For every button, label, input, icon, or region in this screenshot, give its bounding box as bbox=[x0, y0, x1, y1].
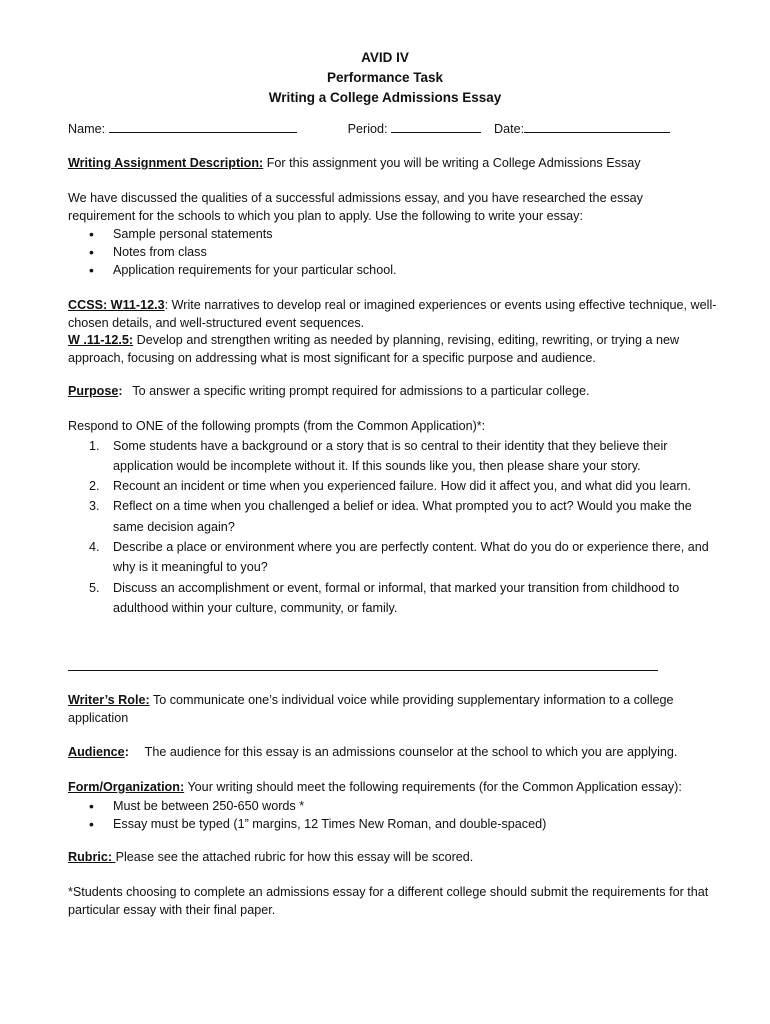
standards-section bbox=[68, 297, 718, 367]
course-title: AVID IV bbox=[361, 50, 409, 65]
rubric-text: Please see the attached rubric for how this essay will be scored. bbox=[115, 850, 474, 864]
audience-text: The audience for this essay is an admissions counselor at the school to which you are applying. bbox=[144, 745, 678, 759]
prompt-item bbox=[68, 537, 718, 578]
w-label: W .11-12.5: bbox=[68, 333, 134, 347]
form-list bbox=[68, 797, 718, 833]
w-standard bbox=[68, 332, 718, 367]
intro-section bbox=[68, 190, 708, 279]
prompts-section bbox=[68, 418, 718, 618]
list-item: • Application requirements for your particular school. bbox=[68, 261, 708, 279]
prompt-text: Reflect on a time when you challenged a belief or idea. What prompted you to act? Would you make the same decision again? bbox=[113, 499, 692, 534]
ccss-standard bbox=[68, 297, 718, 332]
form-label: Form/Organization: bbox=[68, 780, 185, 794]
date-label: Date: bbox=[494, 122, 525, 136]
prompts-list bbox=[68, 436, 718, 619]
footnote-text: *Students choosing to complete an admissions essay for a different college should submit the requirements for that particular essay with their final paper. bbox=[68, 885, 709, 917]
list-item: • Sample personal statements bbox=[68, 225, 708, 243]
prompt-number: 1. bbox=[89, 438, 100, 453]
name-label: Name: bbox=[68, 122, 106, 136]
name-field[interactable] bbox=[109, 120, 297, 133]
ccss-text: : Write narratives to develop real or imagined experiences or events using effective technique, well-chosen details, and well-structured event sequences. bbox=[68, 298, 717, 330]
rubric-label: Rubric: bbox=[68, 850, 116, 864]
audience-label: Audience bbox=[68, 745, 125, 759]
task-type: Performance Task bbox=[326, 70, 444, 85]
prompt-item bbox=[68, 436, 718, 477]
footnote bbox=[68, 884, 718, 919]
audience-section bbox=[68, 744, 708, 762]
purpose-text: To answer a specific writing prompt required for admissions to a particular college. bbox=[132, 384, 590, 398]
audience-colon: : bbox=[124, 745, 129, 759]
role-section bbox=[68, 692, 718, 727]
prompt-item bbox=[68, 496, 718, 537]
form-section bbox=[68, 779, 718, 833]
form-heading bbox=[68, 779, 718, 797]
w-text: Develop and strengthen writing as needed by planning, revising, editing, rewriting, or trying a new approach, focusing on addressing what is most significant for a specific purpose and audience. bbox=[68, 333, 680, 365]
rubric-section bbox=[68, 849, 708, 867]
prompt-number: 5. bbox=[89, 580, 100, 595]
prompt-number: 4. bbox=[89, 539, 100, 554]
role-text: To communicate one’s individual voice while providing supplementary information to a college application bbox=[68, 693, 674, 725]
list-item: • Essay must be typed (1” margins, 12 Times New Roman, and double-spaced) bbox=[68, 815, 718, 833]
prompt-item bbox=[68, 578, 718, 619]
assignment-label: Writing Assignment Description: bbox=[68, 156, 264, 170]
student-fields bbox=[68, 120, 728, 139]
assignment-text: For this assignment you will be writing a College Admissions Essay bbox=[266, 156, 641, 170]
period-field[interactable] bbox=[391, 120, 481, 133]
page-title: Writing a College Admissions Essay bbox=[268, 90, 502, 105]
prompt-item bbox=[68, 476, 718, 496]
form-text: Your writing should meet the following requirements (for the Common Application essay): bbox=[187, 780, 682, 794]
list-item: • Notes from class bbox=[68, 243, 708, 261]
ccss-label: CCSS: W11-12.3 bbox=[68, 298, 165, 312]
date-field[interactable] bbox=[524, 120, 670, 133]
assignment-description bbox=[68, 155, 708, 173]
prompt-number: 2. bbox=[89, 479, 100, 494]
role-label: Writer’s Role: bbox=[68, 693, 150, 707]
prompt-text: Describe a place or environment where you are perfectly content. What do you do or experience there, and why is it meaningful to you? bbox=[113, 539, 709, 575]
prompt-text: Recount an incident or time when you experienced failure. How did it affect you, and what did you learn. bbox=[113, 479, 692, 494]
prompts-intro: Respond to ONE of the following prompts (from the Common Application)*: bbox=[68, 419, 486, 433]
intro-list bbox=[68, 225, 708, 279]
intro-text: We have discussed the qualities of a successful admissions essay, and you have researched the essay requirement for the schools to which you plan to apply. Use the following to write your essay: bbox=[68, 191, 643, 223]
section-divider bbox=[68, 670, 658, 671]
purpose-section bbox=[68, 383, 708, 401]
list-item: • Must be between 250-650 words * bbox=[68, 797, 718, 815]
prompt-text: Some students have a background or a story that is so central to their identity that they believe their application would be incomplete without it. If this sounds like you, then please share your story. bbox=[113, 438, 668, 473]
prompt-number: 3. bbox=[89, 499, 100, 514]
period-label: Period: bbox=[347, 122, 388, 136]
document-header bbox=[0, 48, 770, 108]
purpose-colon: : bbox=[118, 384, 123, 398]
prompt-text: Discuss an accomplishment or event, formal or informal, that marked your transition from childhood to adulthood within your culture, community, or family. bbox=[113, 580, 680, 615]
purpose-label: Purpose bbox=[68, 384, 119, 398]
